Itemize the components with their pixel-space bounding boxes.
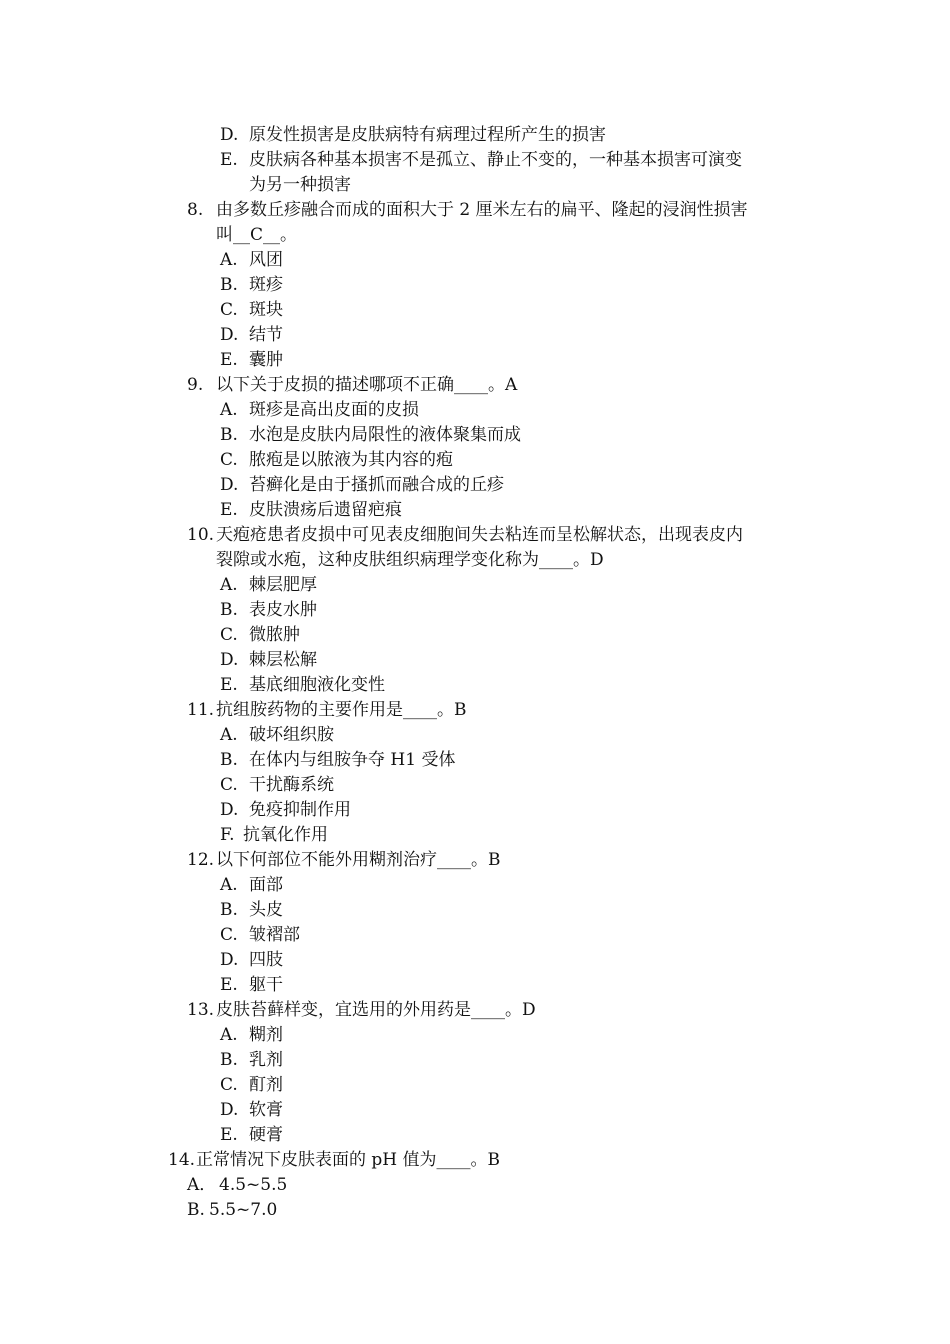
option-text: 斑疹是高出皮面的皮损 — [249, 400, 419, 420]
option-text: 斑疹 — [249, 275, 283, 295]
option-letter: D. — [220, 1100, 239, 1120]
option-letter: B. — [220, 275, 238, 295]
option-letter: B. — [220, 1050, 238, 1070]
question-stem: 以下何部位不能外用糊剂治疗____。B — [216, 850, 501, 870]
option-text: 抗氧化作用 — [243, 825, 328, 845]
option-letter: D. — [220, 950, 239, 970]
question-stem: 抗组胺药物的主要作用是____。B — [216, 700, 467, 720]
option-text: 4.5~5.5 — [219, 1175, 288, 1195]
option-letter: B. — [220, 900, 238, 920]
question-number: 11. — [187, 700, 215, 720]
option-letter: C. — [220, 1075, 238, 1095]
question-stem: 皮肤苔藓样变，宜选用的外用药是____。D — [216, 1000, 536, 1020]
option-letter: E. — [220, 500, 238, 520]
option-text: 皮肤病各种基本损害不是孤立、静止不变的，一种基本损害可演变 — [249, 150, 742, 170]
option-letter: B. — [220, 600, 238, 620]
option-letter: C. — [220, 450, 238, 470]
option-text: 囊肿 — [249, 350, 283, 370]
option-text: 基底细胞液化变性 — [249, 675, 385, 695]
option-text: 乳剂 — [249, 1050, 283, 1070]
option-letter: A. — [220, 725, 238, 745]
question-stem-continued: 叫__C__。 — [216, 225, 298, 245]
option-text: 在体内与组胺争夺 H1 受体 — [249, 750, 456, 770]
option-text: 结节 — [249, 325, 283, 345]
option-letter: C. — [220, 300, 238, 320]
option-letter: E. — [220, 350, 238, 370]
option-text: 斑块 — [249, 300, 283, 320]
option-letter: A. — [220, 250, 238, 270]
option-text: 苔癣化是由于搔抓而融合成的丘疹 — [249, 475, 504, 495]
option-text: 硬膏 — [249, 1125, 283, 1145]
option-letter: B. — [187, 1200, 205, 1220]
option-text: 皱褶部 — [249, 925, 300, 945]
question-number: 14. — [168, 1150, 196, 1170]
option-text: 原发性损害是皮肤病特有病理过程所产生的损害 — [249, 125, 606, 145]
option-letter: D. — [220, 800, 239, 820]
question-stem: 天疱疮患者皮损中可见表皮细胞间失去粘连而呈松解状态，出现表皮内 — [216, 525, 743, 545]
question-number: 13. — [187, 1000, 215, 1020]
option-letter: D. — [220, 125, 239, 145]
option-letter: F. — [220, 825, 235, 845]
option-text: 棘层肥厚 — [249, 575, 317, 595]
question-stem-continued: 裂隙或水疱，这种皮肤组织病理学变化称为____。D — [216, 550, 604, 570]
option-letter: A. — [220, 575, 238, 595]
option-letter: A． — [187, 1175, 217, 1195]
option-letter: B. — [220, 425, 238, 445]
option-letter: A. — [220, 1025, 238, 1045]
option-text: 棘层松解 — [249, 650, 317, 670]
option-text: 免疫抑制作用 — [249, 800, 351, 820]
option-text: 皮肤溃疡后遗留疤痕 — [249, 500, 402, 520]
option-letter: D. — [220, 475, 239, 495]
option-text: 躯干 — [249, 975, 283, 995]
option-letter: C. — [220, 925, 238, 945]
question-number: 9. — [187, 375, 204, 395]
option-text: 酊剂 — [249, 1075, 283, 1095]
question-number: 8. — [187, 200, 204, 220]
option-letter: C. — [220, 775, 238, 795]
option-text: 面部 — [249, 875, 283, 895]
question-stem: 以下关于皮损的描述哪项不正确____。A — [216, 375, 518, 395]
option-text: 水泡是皮肤内局限性的液体聚集而成 — [249, 425, 521, 445]
option-text: 干扰酶系统 — [249, 775, 334, 795]
question-stem: 正常情况下皮肤表面的 pH 值为____。B — [196, 1150, 501, 1170]
option-text-continued: 为另一种损害 — [249, 175, 351, 195]
option-letter: A. — [220, 875, 238, 895]
option-text: 微脓肿 — [249, 625, 300, 645]
option-letter: E. — [220, 1125, 238, 1145]
option-letter: E. — [220, 975, 238, 995]
option-text: 软膏 — [249, 1100, 283, 1120]
option-text: 糊剂 — [249, 1025, 283, 1045]
option-letter: B. — [220, 750, 238, 770]
question-number: 10. — [187, 525, 215, 545]
option-text: 破坏组织胺 — [249, 725, 334, 745]
option-letter: D. — [220, 650, 239, 670]
option-text: 风团 — [249, 250, 283, 270]
option-letter: C. — [220, 625, 238, 645]
option-text: 四肢 — [249, 950, 283, 970]
option-letter: E. — [220, 675, 238, 695]
option-letter: A. — [220, 400, 238, 420]
question-number: 12. — [187, 850, 215, 870]
option-letter: E. — [220, 150, 238, 170]
option-text: 头皮 — [249, 900, 283, 920]
option-text: 5.5~7.0 — [209, 1200, 278, 1220]
option-text: 脓疱是以脓液为其内容的疱 — [249, 450, 453, 470]
option-text: 表皮水肿 — [249, 600, 317, 620]
option-letter: D. — [220, 325, 239, 345]
question-stem: 由多数丘疹融合而成的面积大于 2 厘米左右的扁平、隆起的浸润性损害 — [216, 200, 748, 220]
